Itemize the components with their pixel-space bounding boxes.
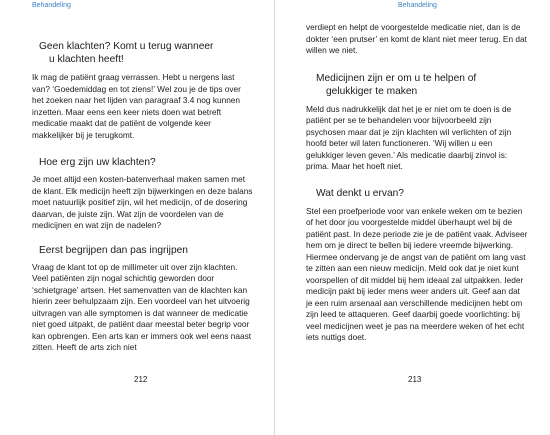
body-paragraph: Ik mag de patiënt graag verrassen. Hebt u nergens last van? ‘Goedemiddag en tot ziens!’ Wel zou je de tips over het zoeken naar het lijden van paragraaf 3.4 nog kunnen inzetten. Maar eens een keer niets doen wat betreft medicatie maakt dat de patiënt de volgende keer makkelijker bij je terugkomt. (32, 72, 241, 140)
body-paragraph: Je moet altijd een kosten-batenverhaal maken samen met de klant. Elk medicijn heeft zijn bijwerkingen en deze balans moet natuurlijk positief zijn, wil het medicijn, of de dosering daarvan, de juiste zijn. Wat zijn de voordelen van de medicijnen en wat zijn de nadelen? (32, 174, 253, 230)
running-head: Behandeling (398, 2, 437, 9)
page-number: 212 (134, 375, 148, 384)
body-paragraph: Vraag de klant tot op de millimeter uit over zijn klachten. Veel patiënten zijn nogal schichtig geworden door ‘schietgrage’ artsen. Het samenvatten van de klachten kan hierin zeer behulpzaam zijn. Een voordeel van het uitvoerig uitvragen van alle symptomen is dat wanneer de medicatie niet goed uitpakt, de patiënt daar meestal beter begrip voor kan opbrengen. Een arts kan er immers ook wel eens naast zitten. Heeft de arts zich niet (32, 261, 252, 352)
page-number: 213 (408, 375, 422, 384)
section-heading (39, 40, 254, 66)
section-heading: Hoe erg zijn uw klachten? (39, 157, 156, 168)
section-heading: Eerst begrijpen dan pas ingrijpen (39, 244, 188, 256)
section-heading (316, 72, 528, 98)
right-page (275, 0, 550, 435)
running-head: Behandeling (32, 2, 71, 9)
heading-line: u klachten heeft! (49, 54, 124, 65)
heading-line: Medicijnen zijn er om u te helpen of (316, 72, 477, 84)
body-paragraph: Meld dus nadrukkelijk dat het je er niet om te doen is de patiënt per se te behandelen voor bijvoorbeeld zijn psychosen maar dat je zijn klachten wil verlichten of zijn hoofd beter wil laten functioneren. ‘Wij willen u een gelukkiger leven geven.’ Als medicatie daarbij zinvol is: prima. Maar het hoeft niet. (306, 103, 512, 171)
left-page-content (32, 20, 254, 354)
heading-line: Geen klachten? Komt u terug wanneer (39, 41, 214, 52)
body-paragraph: Stel een proefperiode voor van enkele weken om te bezien of het door jou voorgestelde middel überhaupt wel bij de patiënt past. In deze periode zie je de patiënt vaak. Adviseer hem om je direct te bellen bij iedere vreemde bijwerking. Hiermee ondervang je de angst van de patiënt om lang vast te zitten aan een nieuw medicijn. Meld ook dat je niet kunt voorspellen of dit middel bij hem ideaal zal uitpakken. Ieder medicijn pakt bij ieder mens weer anders uit. Geef aan dat je een ruim arsenaal aan verschillende medicijnen hebt om zijn leed te attaqueren. Geef daarbij goede voorlichting: bij veel medicijnen weet je pas na meerdere weken of het echt iets nuttigs doet. (306, 205, 528, 342)
section-heading: Wat denkt u ervan? (316, 187, 404, 199)
body-paragraph: verdiept en helpt de voorgestelde medicatie niet, dan is de dokter ‘een prutser’ en komt de klant niet meer terug. En dat willen we niet. (306, 22, 527, 55)
right-page-content (306, 22, 528, 344)
heading-line: gelukkiger te maken (326, 85, 418, 97)
